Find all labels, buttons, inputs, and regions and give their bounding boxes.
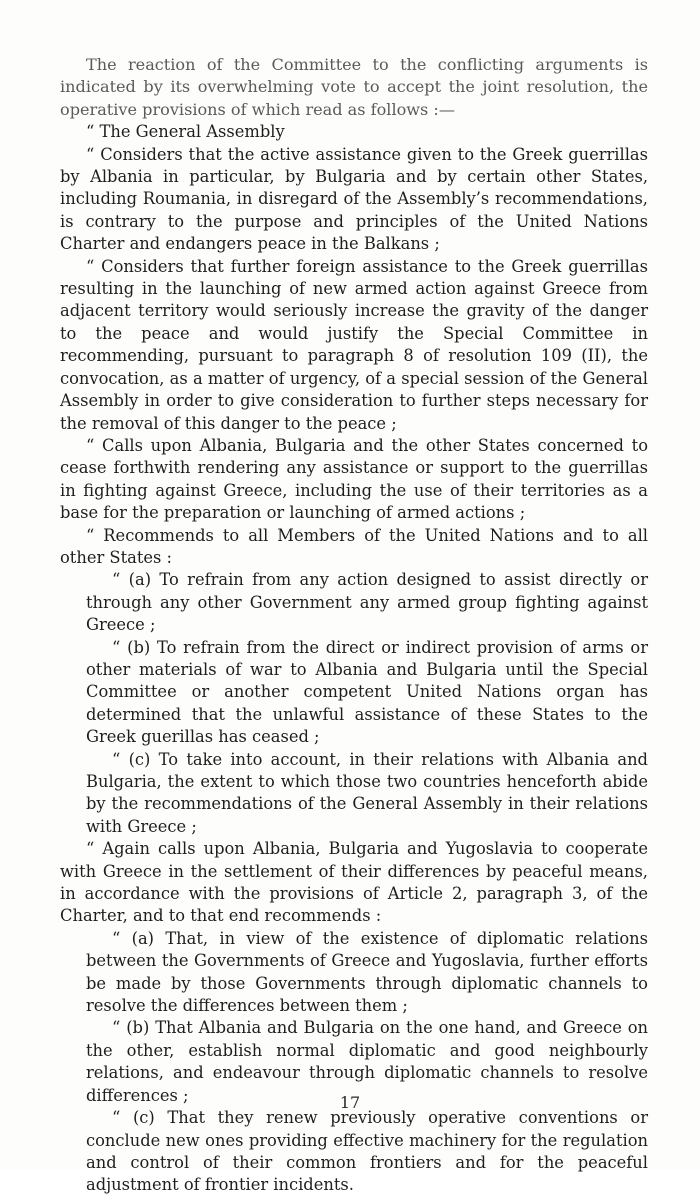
recommend-item-c: “ (c) To take into account, in their relations with Albania and Bulgaria, the extent to which those two countries henceforth abide by the recommendations of the General Assembly in their relations with Greece ; bbox=[86, 749, 648, 836]
calls-upon-paragraph: “ Calls upon Albania, Bulgaria and the other States concerned to cease forthwith rendering any assistance or support to the guerrillas in fighting against Greece, including the use of their territories as a base for the preparation or launching of armed actions ; bbox=[60, 435, 648, 523]
recommend-item-a: “ (a) To refrain from any action designed to assist directly or through any other Government any armed group fighting against Greece ; bbox=[86, 570, 648, 635]
again-item-c: “ (c) That they renew previously operative conventions or conclude new ones providing effective machinery for the regulation and control of their common frontiers and for the peaceful adjustment of frontier incidents. bbox=[86, 1108, 648, 1195]
body-text bbox=[60, 54, 648, 1197]
considers-paragraph-2: “ Considers that further foreign assistance to the Greek guerrillas resulting in the launching of new armed action against Greece from adjacent territory would seriously increase the gravity of the danger to the peace and would justify the Special Committee in recommending, pursuant to paragraph 8 of resolution 109 (II), the convocation, as a matter of urgency, of a special session of the General Assembly in order to give consideration to further steps necessary for the removal of this danger to the peace ; bbox=[60, 256, 648, 433]
again-item-b: “ (b) That Albania and Bulgaria on the one hand, and Greece on the other, establish normal diplomatic and good neighbourly relations, and endeavour through diplomatic channels to resolve differences ; bbox=[86, 1018, 648, 1105]
intro-paragraph: The reaction of the Committee to the conflicting arguments is indicated by its overwhelming vote to accept the joint resolution, the operative provisions of which read as follows :— bbox=[60, 55, 648, 119]
recommends-paragraph: “ Recommends to all Members of the United Nations and to all other States : bbox=[60, 525, 648, 567]
considers-paragraph-1: “ Considers that the active assistance given to the Greek guerrillas by Albania in particular, by Bulgaria and by certain other States, including Roumania, in disregard of the Assembly’s recommendations, is contrary to the purpose and principles of the United Nations Charter and endangers peace in the Balkans ; bbox=[60, 144, 648, 254]
again-item-a: “ (a) That, in view of the existence of diplomatic relations between the Governments of Greece and Yugoslavia, further efforts be made by those Governments through diplomatic channels to resolve the differences between them ; bbox=[86, 928, 648, 1016]
page-number: 17 bbox=[339, 1093, 361, 1112]
resolution-heading: “ The General Assembly bbox=[86, 122, 285, 142]
recommend-item-b: “ (b) To refrain from the direct or indirect provision of arms or other materials of war to Albania and Bulgaria until the Special Committee or another competent United Nations organ has determined that the unlawful assistance of these States to the Greek guerillas has ceased ; bbox=[86, 637, 648, 747]
again-calls-paragraph: “ Again calls upon Albania, Bulgaria and Yugoslavia to cooperate with Greece in the settlement of their differences by peaceful means, in accordance with the provisions of Article 2, paragraph 3, of the Charter, and to that end recommends : bbox=[60, 839, 648, 926]
